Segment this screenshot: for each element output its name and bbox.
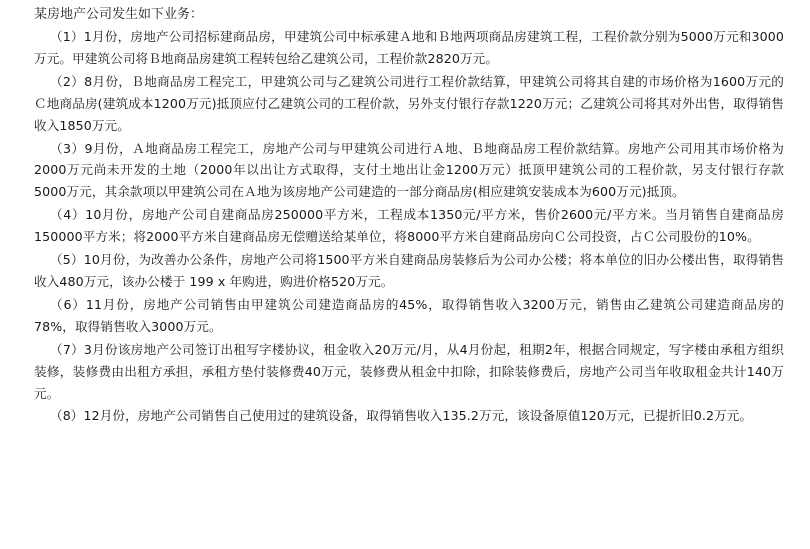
business-item-7: （7）3月份该房地产公司签订出租写字楼协议，租金收入20万元/月，从4月份起，租期2年，根据合同规定，写字楼由承租方组织装修，装修费由出租方承担，承租方垫付装修费40万元，装修费从租金中扣除，扣除装修费后，房地产公司当年收取租金共计140万元。 [34, 341, 784, 401]
business-item-2: （2）8月份，Ｂ地商品房工程完工，甲建筑公司与乙建筑公司进行工程价款结算，甲建筑公司将其自建的市场价格为1600万元的Ｃ地商品房(建筑成本1200万元)抵顶应付乙建筑公司的工程价款，另外支付银行存款1220万元；乙建筑公司将其对外出售，取得销售收入1850万元。 [34, 73, 784, 133]
business-item-8: （8）12月份，房地产公司销售自己使用过的建筑设备，取得销售收入135.2万元，该设备原值120万元，已提折旧0.2万元。 [50, 408, 753, 424]
business-item-6: （6）11月份，房地产公司销售由甲建筑公司建造商品房的45%，取得销售收入3200万元，销售由乙建筑公司建造商品房的78%，取得销售收入3000万元。 [34, 296, 784, 334]
document-title: 某房地产公司发生如下业务： [34, 7, 204, 22]
business-item-4: （4）10月份，房地产公司自建商品房250000平方米，工程成本1350元/平方米，售价2600元/平方米。当月销售自建商品房150000平方米；将2000平方米自建商品房无偿赠送给某单位，将8000平方米自建商品房向Ｃ公司投资，占Ｃ公司股份的10%。 [34, 207, 784, 245]
business-item-3: （3）9月份，Ａ地商品房工程完工，房地产公司与甲建筑公司进行Ａ地、Ｂ地商品房工程价款结算。房地产公司用其市场价格为2000万元尚未开发的土地（2000年以出让方式取得，支付土地出让金1200万元）抵顶甲建筑公司的工程价款，另支付银行存款5000万元，其余款项以甲建筑公司在Ａ地为该房地产公司建造的一部分商品房(相应建筑安装成本为600万元)抵顶。 [34, 140, 784, 200]
business-item-1: （1）1月份，房地产公司招标建商品房，甲建筑公司中标承建Ａ地和Ｂ地两项商品房建筑工程，工程价款分别为5000万元和3000万元。甲建筑公司将Ｂ地商品房建筑工程转包给乙建筑公司，工程价款2820万元。 [34, 29, 784, 66]
document [34, 4, 784, 428]
business-item-5: （5）10月份，为改善办公条件，房地产公司将1500平方米自建商品房装修后为公司办公楼；将本单位的旧办公楼出售，取得销售收入480万元，该办公楼于 199 x 年购进，购进价格520万元。 [34, 252, 784, 289]
